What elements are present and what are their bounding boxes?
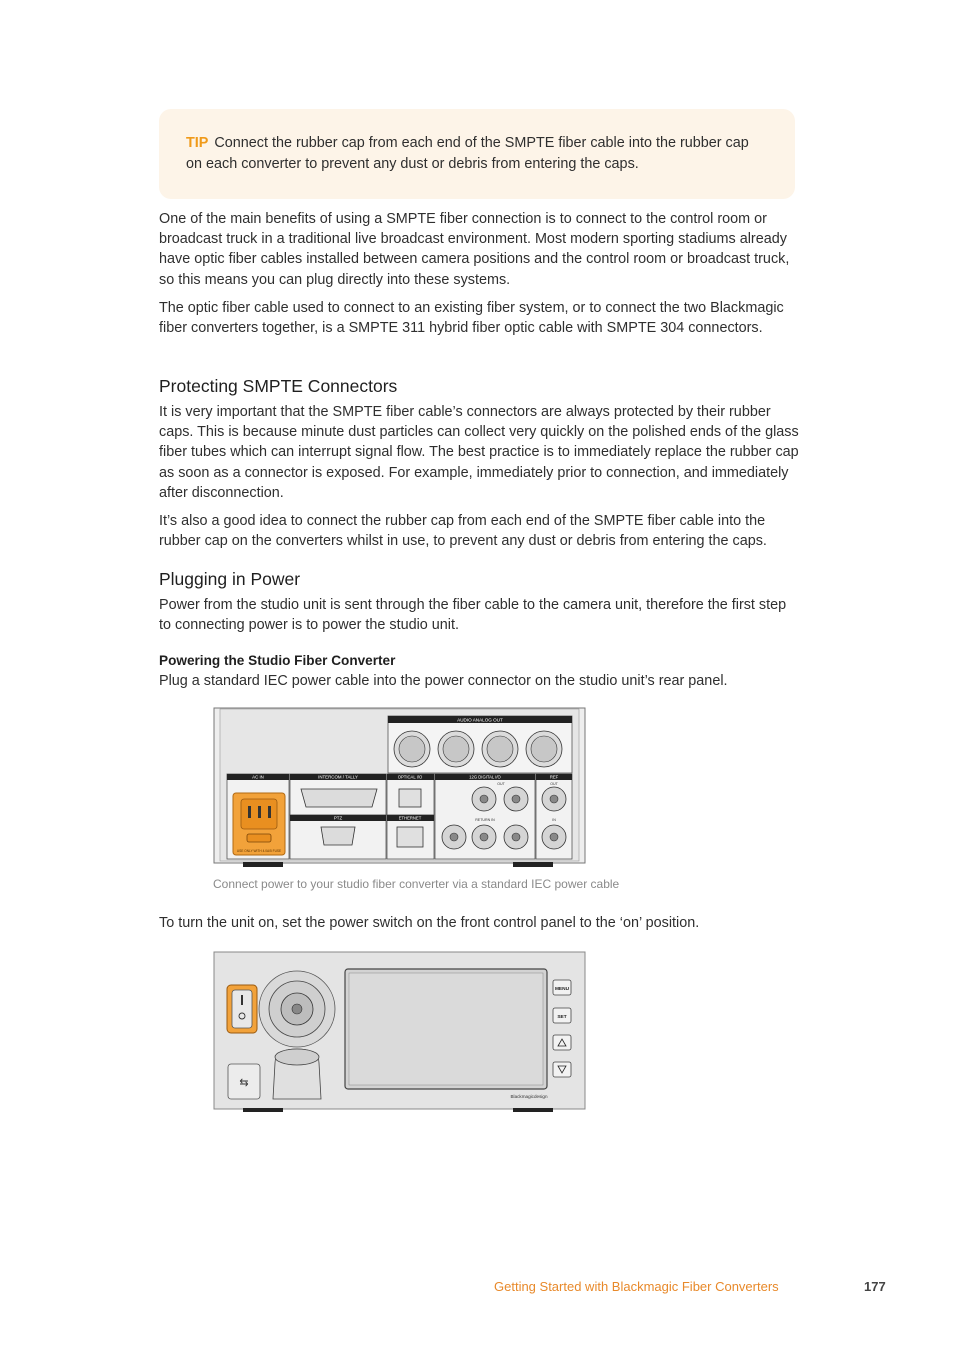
ethernet-label: ETHERNET [398, 815, 422, 821]
tip-text: Connect the rubber cap from each end of the SMPTE fiber cable into the rubber cap on each converter to prevent any dust or debris from entering the caps. [186, 135, 749, 172]
menu-button-label: MENU [554, 987, 570, 992]
tip-box [159, 109, 795, 199]
intro-text-2: The optic fiber cable used to connect to an existing fiber system, or to connect the two Blackmagic fiber converters together, is a SMPTE 311 hybrid fiber optic cable with SMPTE 304 connectors. [159, 300, 784, 337]
figure-caption: Connect power to your studio fiber converter via a standard IEC power cable [213, 877, 620, 891]
set-button-label: SET [557, 1015, 567, 1020]
rear-panel-illustration [213, 707, 586, 869]
studio-text: Plug a standard IEC power cable into the power connector on the studio unit’s rear panel. [159, 673, 728, 689]
digital-out-label: OUT [497, 782, 505, 786]
digital-io-label: 12G DIGITAL I/O [469, 774, 501, 780]
protecting-paragraph-1 [159, 402, 799, 503]
ref-in-label: IN [552, 818, 556, 822]
section-heading-power [159, 569, 799, 589]
return-in-label: RETURN IN [475, 818, 495, 822]
ptz-label: PTZ [333, 815, 343, 821]
section-heading-protecting [159, 376, 799, 396]
down-button-icon [553, 1062, 571, 1077]
optical-label: OPTICAL I/O [397, 774, 423, 780]
intro-paragraph-2 [159, 298, 799, 338]
audio-out-label: AUDIO ANALOG OUT [457, 717, 503, 723]
brand-logo: Blackmagicdesign [510, 1094, 548, 1099]
heading-protecting: Protecting SMPTE Connectors [159, 376, 398, 396]
intercom-label: INTERCOM / TALLY [318, 774, 358, 780]
protecting-text-1: It is very important that the SMPTE fiber cable’s connectors are always protected by their rubber caps. This is because minute dust particles can collect very quickly on the polished ends of the glass fiber tubes which can interrupt signal flow. The best practice is to immediately replace the rubber cap as soon as a connector is exposed. For example, immediately prior to connection, and immediately after disconnection. [159, 404, 799, 501]
power-paragraph [159, 595, 799, 635]
after-caption-paragraph [159, 913, 799, 933]
footer-title: Getting Started with Blackmagic Fiber Converters [494, 1279, 779, 1294]
subheading-studio [159, 651, 799, 671]
up-button-icon [553, 1035, 571, 1050]
tip-text-block [186, 133, 766, 174]
after-caption-text: To turn the unit on, set the power switch on the front control panel to the ‘on’ position. [159, 915, 700, 931]
svg-text:⇆: ⇆ [239, 1077, 249, 1089]
protecting-text-2: It’s also a good idea to connect the rubber cap from each end of the SMPTE fiber cable into the rubber cap on the converters whilst in use, to prevent any dust or debris from entering the caps. [159, 513, 767, 550]
studio-paragraph [159, 671, 799, 691]
ref-out-label: OUT [550, 782, 558, 786]
intro-paragraph-1 [159, 209, 799, 290]
ac-in-label: AC IN [252, 774, 264, 780]
intro-text-1: One of the main benefits of using a SMPTE fiber connection is to connect to the control room or broadcast truck in a traditional live broadcast environment. Most modern sporting stadiums already have optic fiber cables installed between camera positions and the control room or broadcast truck, so this means you can plug directly into these systems. [159, 211, 790, 288]
tip-label: TIP [186, 135, 209, 151]
heading-studio-converter: Powering the Studio Fiber Converter [159, 653, 396, 668]
page-number: 177 [864, 1279, 886, 1294]
power-text: Power from the studio unit is sent through the fiber cable to the camera unit, therefore the first step to connecting power is to power the studio unit. [159, 597, 787, 634]
protecting-paragraph-2 [159, 511, 799, 551]
heading-power: Plugging in Power [159, 569, 301, 589]
ref-label: REF [549, 774, 559, 780]
fuse-label: USE ONLY WITH 4.0A/5 FUSE [236, 849, 282, 853]
front-panel-illustration [213, 951, 586, 1113]
